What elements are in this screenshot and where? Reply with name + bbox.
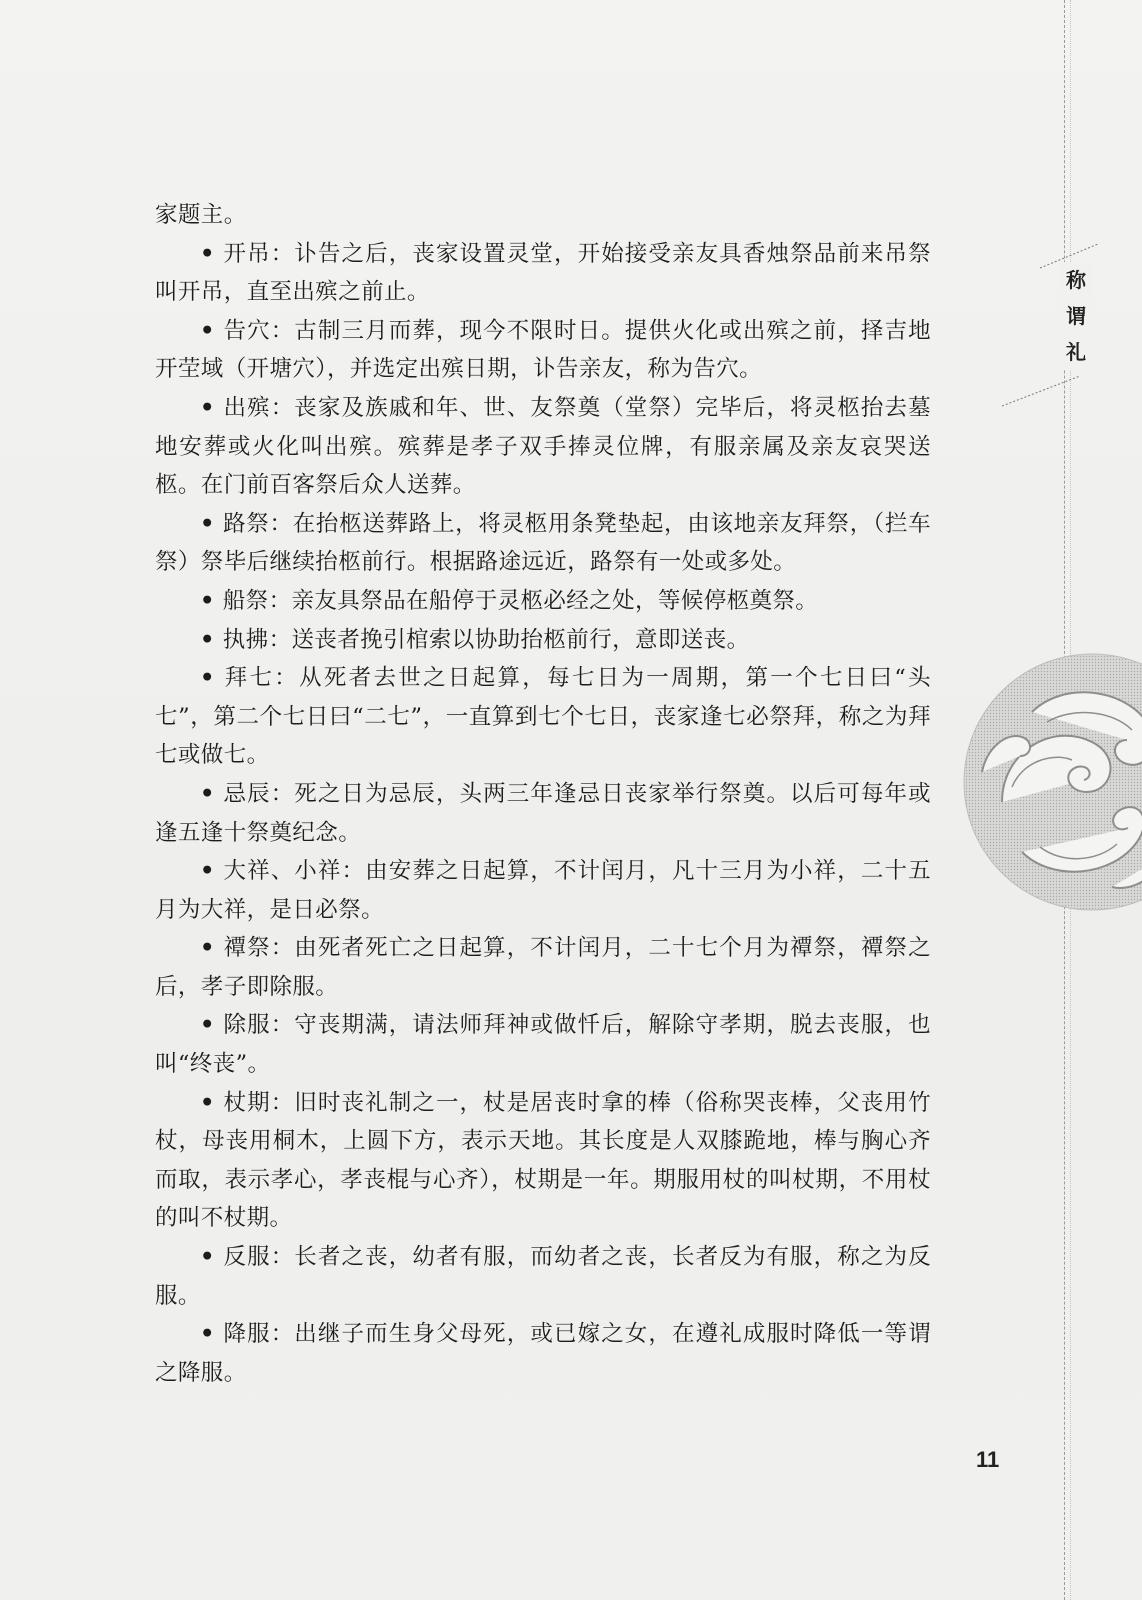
entry-daxiang-xiaoxiang (155, 852, 931, 929)
side-title-char-2: 谓 (1066, 304, 1086, 328)
entry-term: 反服 (222, 1244, 271, 1271)
entry-term: 大祥、小祥 (222, 858, 342, 885)
entry-baiqi (155, 659, 931, 775)
entry-zhifu (155, 621, 931, 660)
bullet-icon: • (200, 587, 215, 614)
bullet-icon: • (200, 665, 215, 692)
side-title-char-1: 称 (1066, 268, 1086, 292)
entry-term: 执拂 (222, 626, 269, 653)
entry-text: ：古制三月而葬，现今不限时日。提供火化或出殡之前，择吉地开茔域（开塘穴），并选定出殡日期，讣告亲友，称为告穴。 (155, 317, 931, 383)
bullet-icon: • (200, 1244, 215, 1271)
entry-kaidiao (155, 235, 931, 312)
entry-term: 忌辰 (222, 780, 271, 807)
lead-line: 家题主。 (155, 202, 247, 228)
bullet-icon: • (200, 1089, 215, 1116)
entry-term: 禫祭 (222, 935, 271, 962)
entry-text: ：死之日为忌辰，头两三年逢忌日丧家举行祭奠。以后可每年或逢五逢十祭奠纪念。 (155, 780, 931, 846)
entry-text: ：亲友具祭品在船停于灵柩必经之处，等候停柩奠祭。 (268, 587, 819, 614)
entry-term: 除服 (222, 1012, 271, 1039)
entry-text: ：讣告之后，丧家设置灵堂，开始接受亲友具香烛祭品前来吊祭叫开吊，直至出殡之前止。 (155, 240, 931, 306)
entry-chuanji (155, 582, 931, 621)
entry-text: ：由安葬之日起算，不计闰月，凡十三月为小祥，二十五月为大祥，是日必祭。 (155, 858, 931, 923)
entry-chufu (155, 1006, 931, 1083)
bullet-icon: • (200, 626, 215, 653)
page-number: 11 (976, 1447, 1000, 1472)
entry-text: ：旧时丧礼制之一，杖是居丧时拿的棒（俗称哭丧棒，父丧用竹杖，母丧用桐木，上圆下方，表示天地。其长度是人双膝跪地，棒与胸心齐而取，表示孝心，孝丧棍与心齐），杖期是一年。期服用杖的叫杖期，不用杖的叫不杖期。 (155, 1089, 931, 1232)
entry-term: 船祭 (222, 587, 269, 614)
entry-term: 杖期 (222, 1089, 271, 1116)
entry-chubin (155, 389, 931, 505)
entry-text: ：送丧者挽引棺索以协助抬柩前行，意即送丧。 (268, 626, 750, 653)
entry-text: ：丧家及族戚和年、世、友祭奠（堂祭）完毕后，将灵柩抬去墓地安葬或火化叫出殡。殡葬是孝子双手捧灵位牌，有服亲属及亲友哀哭送柩。在门前百客祭后众人送葬。 (155, 394, 931, 499)
entry-term: 告穴 (222, 317, 271, 344)
entry-term: 出殡 (222, 394, 271, 421)
bullet-icon: • (200, 935, 215, 962)
bullet-icon: • (200, 858, 215, 885)
side-title-char-3: 礼 (1066, 340, 1086, 364)
entry-text: ：长者之丧，幼者有服，而幼者之丧，长者反为有服，称之为反服。 (155, 1244, 931, 1309)
bullet-icon: • (200, 1321, 215, 1348)
entry-fanfu (155, 1238, 931, 1315)
entry-text: ：在抬柩送葬路上，将灵柩用条凳垫起，由该地亲友拜祭，（拦车祭）祭毕后继续抬柩前行。根据路途远近，路祭有一处或多处。 (155, 510, 931, 576)
entry-jiangfu (155, 1315, 931, 1392)
bullet-icon: • (200, 317, 215, 344)
entry-jichen (155, 775, 931, 852)
entry-text: ：由死者死亡之日起算，不计闰月，二十七个月为禫祭，禫祭之后，孝子即除服。 (155, 935, 931, 1000)
entry-term: 拜七 (222, 665, 275, 692)
entry-term: 降服 (222, 1321, 271, 1348)
entry-gaoxue (155, 312, 931, 389)
bullet-icon: • (200, 510, 215, 537)
entry-term: 开吊 (222, 240, 271, 267)
bullet-icon: • (200, 394, 215, 421)
bullet-icon: • (200, 780, 215, 807)
entry-text: ：出继子而生身父母死，或已嫁之女，在遵礼成服时降低一等谓之降服。 (155, 1321, 931, 1386)
entry-text: ：从死者去世之日起算，每七日为一周期，第一个七日曰“头七”，第二个七日曰“二七”，一直算到七个七日，丧家逢七必祭拜，称之为拜七或做七。 (155, 665, 931, 769)
entry-text: ：守丧期满，请法师拜神或做忏后，解除守孝期，脱去丧服，也叫“终丧”。 (155, 1012, 931, 1078)
cloud-ornament-icon (962, 652, 1142, 912)
bullet-icon: • (200, 1012, 215, 1039)
side-title-bottom-rule (1002, 372, 1082, 412)
side-title (1059, 262, 1093, 370)
body-text (155, 196, 931, 1392)
entry-zhangqi (155, 1084, 931, 1238)
entry-danji (155, 929, 931, 1006)
entry-term: 路祭 (222, 510, 270, 537)
entry-luji (155, 505, 931, 582)
bullet-icon: • (200, 240, 215, 267)
